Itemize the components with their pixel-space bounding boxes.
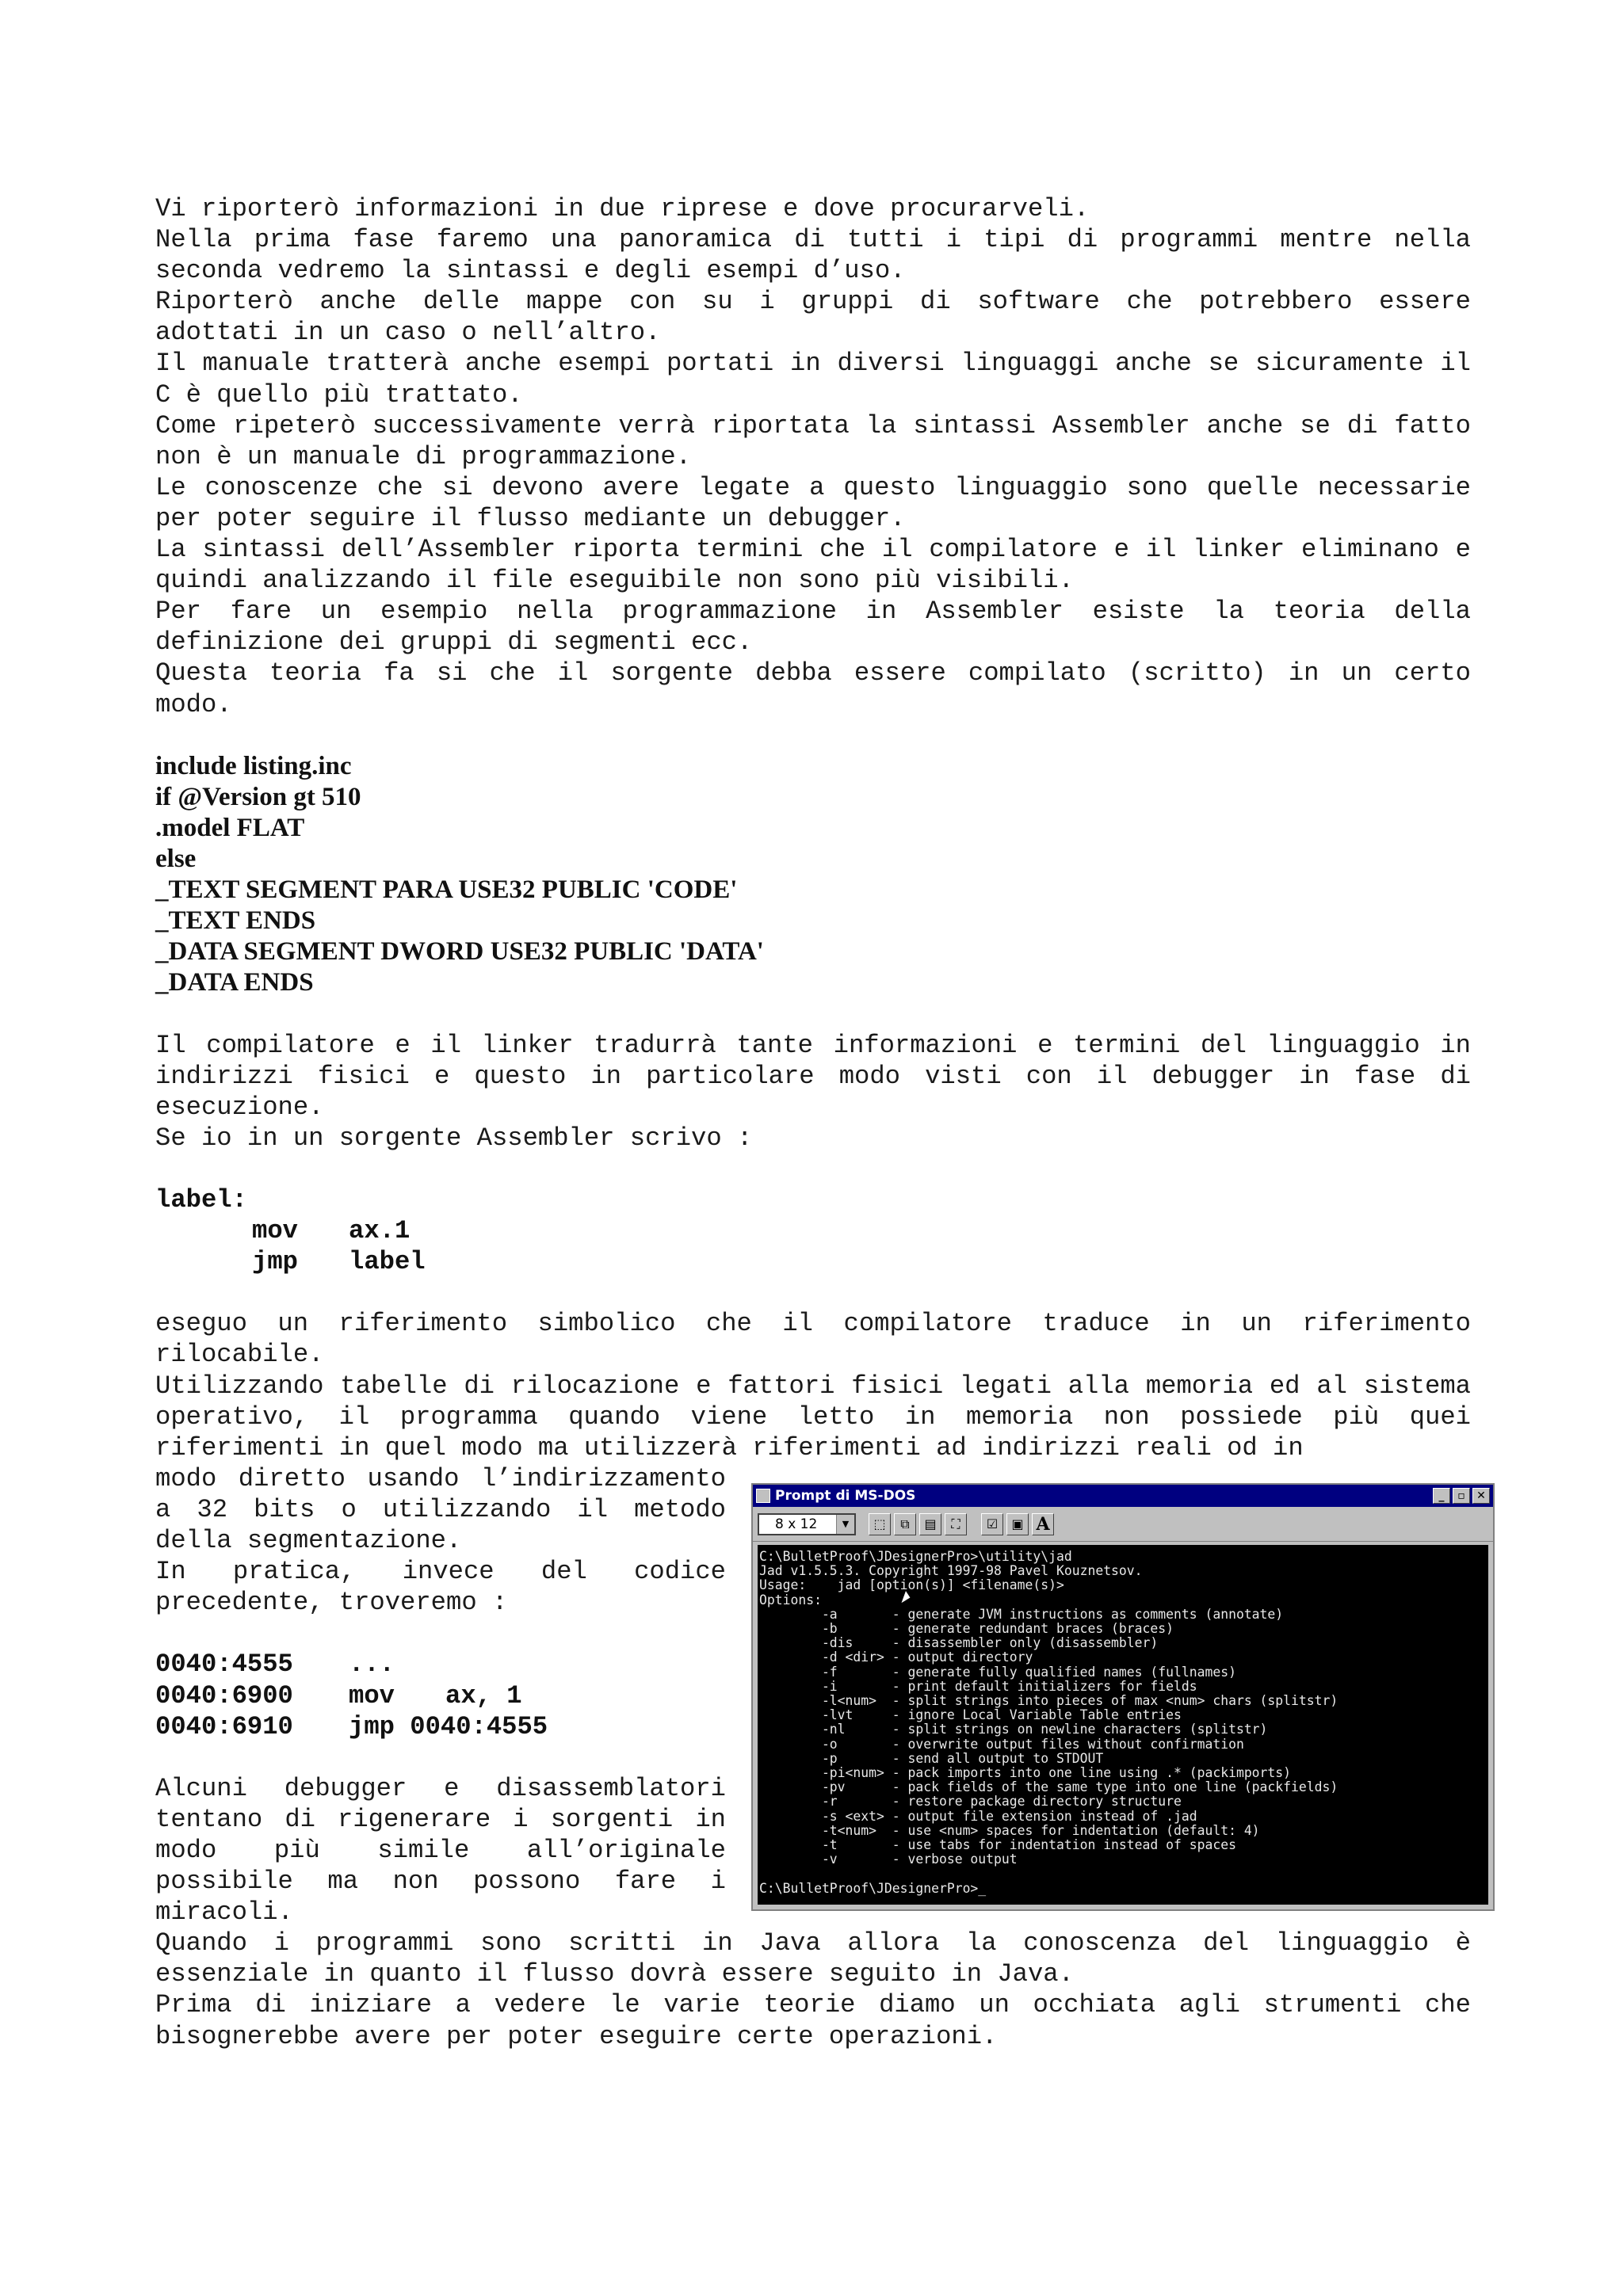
code-arg: ax.1 — [349, 1216, 411, 1246]
paste-icon[interactable]: ▤ — [919, 1513, 941, 1535]
code-line — [155, 1215, 1471, 1246]
font-size-value: 8 x 12 — [775, 1516, 818, 1532]
chevron-down-icon: ▼ — [836, 1515, 854, 1534]
code-op: jmp — [252, 1247, 298, 1277]
paragraph: modo diretto usando l’indirizzamento a 32 bits o utilizzando il metodo della segmentazione. — [155, 1463, 726, 1556]
code-op: jmp 0040:4555 — [349, 1711, 548, 1741]
background-icon[interactable]: ▣ — [1006, 1513, 1029, 1535]
code-arg: label — [349, 1247, 426, 1277]
paragraph: Per fare un esempio nella programmazione in Assembler esiste la teoria della definizione dei gruppi di segmenti ecc. — [155, 597, 1471, 658]
paragraph: Il compilatore e il linker tradurrà tante informazioni e termini del linguaggio in indirizzi fisici e questo in particolare modo visti con il debugger in fase di esecuzione. — [155, 1030, 1471, 1122]
code-op: ... — [349, 1650, 395, 1680]
code-line: _DATA SEGMENT DWORD USE32 PUBLIC 'DATA' — [155, 937, 764, 967]
code-addr: 0040:6910 — [155, 1711, 293, 1741]
paragraph: Se io in un sorgente Assembler scrivo : — [155, 1123, 753, 1153]
paragraph: Alcuni debugger e disassemblatori tentano di rigenerare i sorgenti in modo più simile all’originale possibile ma non possono fare i miracoli. — [155, 1773, 726, 1928]
code-addr: 0040:4555 — [155, 1650, 293, 1680]
intro-text — [155, 193, 1471, 720]
font-size-select[interactable] — [758, 1513, 856, 1535]
code-line: else — [155, 844, 197, 873]
fullscreen-icon[interactable]: ⛶ — [945, 1513, 967, 1535]
code-addr: 0040:6900 — [155, 1680, 293, 1711]
font-button[interactable]: A — [1032, 1513, 1054, 1535]
code-op: mov — [349, 1680, 395, 1711]
paragraph: Prima di iniziare a vedere le varie teorie diamo un occhiata agli strumenti che bisognerebbe avere per poter eseguire certe operazioni. — [155, 1990, 1471, 2051]
code-block-segments — [155, 751, 1471, 999]
paragraph: Quando i programmi sono scritti in Java allora la conoscenza del linguaggio è essenziale in quanto il flusso dovrà essere seguito in Java. — [155, 1928, 1471, 1989]
code-line: _TEXT ENDS — [155, 906, 316, 936]
msdos-icon — [756, 1489, 770, 1503]
dos-window-title: Prompt di MS-DOS — [775, 1488, 916, 1504]
paragraph: La sintassi dell’Assembler riporta termini che il compilatore e il linker eliminano e quindi analizzando il file eseguibile non sono più visibili. — [155, 535, 1471, 596]
code-line — [155, 1246, 1471, 1277]
dos-title-bar — [753, 1485, 1493, 1507]
code-line: _TEXT SEGMENT PARA USE32 PUBLIC 'CODE' — [155, 875, 738, 905]
paragraph: Vi riporterò informazioni in due riprese e dove procurarveli. — [155, 194, 1090, 223]
paragraph: Utilizzando tabelle di rilocazione e fattori fisici legati alla memoria ed al sistema operativo, il programma quando viene letto in memoria non possiede più quei riferimenti in quel modo ma utilizzerà riferimenti ad indirizzi reali od in — [155, 1371, 1471, 1463]
paragraph: Come ripeterò successivamente verrà riportata la sintassi Assembler anche se di fatto non è un manuale di programmazione. — [155, 410, 1471, 471]
maximize-icon[interactable]: ▫ — [1453, 1488, 1470, 1504]
code-line: if @Version gt 510 — [155, 782, 361, 811]
code-line — [155, 1649, 726, 1680]
paragraph: Il manuale tratterà anche esempi portati in diversi linguaggi anche se sicuramente il C è quello più trattato. — [155, 349, 1471, 410]
code-block-label — [155, 1184, 1471, 1277]
dos-console-output: C:\BulletProof\JDesignerPro>\utility\jad Jad v1.5.5.3. Copyright 1997-98 Pavel Kouznetsov. Usage: jad [option(s)] <filename(s)> Options: -a - generate JVM instructions as comments (annotate) -b - generate redundant braces (braces) -dis - disassembler only (disassembler) -d <dir> - output directory -f - generate fully qualified names (fullnames) -i - print default initializers for fields -l<num> - split strings into pieces of max <num> chars (splitstr) -lvt - ignore Local Variable Table entries -nl - split strings on newline characters (splitstr) -o - overwrite output files without confirmation -p - send all output to STDOUT -pi<num> - pack imports into one line using .* (packimports) -pv - pack fields of the same type into one line (packfields) -r - restore package directory structure -s <ext> - output file extension instead of .jad -t<num> - use <num> spaces for indentation (default: 4) -t - use tabs for indentation instead of spaces -v - verbose output C:\BulletProof\JDesignerPro>_ — [758, 1545, 1488, 1905]
code-block-addresses — [155, 1649, 726, 1741]
msdos-window-screenshot — [751, 1483, 1495, 1911]
left-column — [155, 1463, 726, 1928]
code-line — [155, 1711, 726, 1742]
paragraph: Le conoscenze che si devono avere legate a questo linguaggio sono quelle necessarie per poter seguire il flusso mediante un debugger. — [155, 472, 1471, 533]
code-arg: ax, 1 — [445, 1680, 522, 1711]
code-line: .model FLAT — [155, 813, 305, 842]
code-line — [155, 1680, 726, 1711]
paragraph: eseguo un riferimento simbolico che il compilatore traduce in un riferimento rilocabile. — [155, 1309, 1471, 1370]
mark-icon[interactable]: ⬚ — [869, 1513, 891, 1535]
minimize-icon[interactable]: _ — [1433, 1488, 1450, 1504]
paragraph: In pratica, invece del codice precedente, troveremo : — [155, 1557, 726, 1618]
code-line: _DATA ENDS — [155, 968, 314, 997]
properties-icon[interactable]: ☑ — [981, 1513, 1003, 1535]
close-icon[interactable]: ✕ — [1472, 1488, 1490, 1504]
copy-icon[interactable]: ⧉ — [894, 1513, 916, 1535]
paragraph: Riporterò anche delle mappe con su i gruppi di software che potrebbero essere adottati in un caso o nell’altro. — [155, 287, 1471, 348]
code-op: mov — [252, 1216, 298, 1246]
dos-toolbar — [753, 1507, 1493, 1542]
paragraph: Questa teoria fa si che il sorgente debba essere compilato (scritto) in un certo modo. — [155, 658, 1471, 719]
code-label: label: — [155, 1185, 247, 1215]
paragraph: Nella prima fase faremo una panoramica di tutti i tipi di programmi mentre nella seconda vedremo la sintassi e degli esempi d’uso. — [155, 225, 1471, 286]
code-line: include listing.inc — [155, 751, 352, 780]
